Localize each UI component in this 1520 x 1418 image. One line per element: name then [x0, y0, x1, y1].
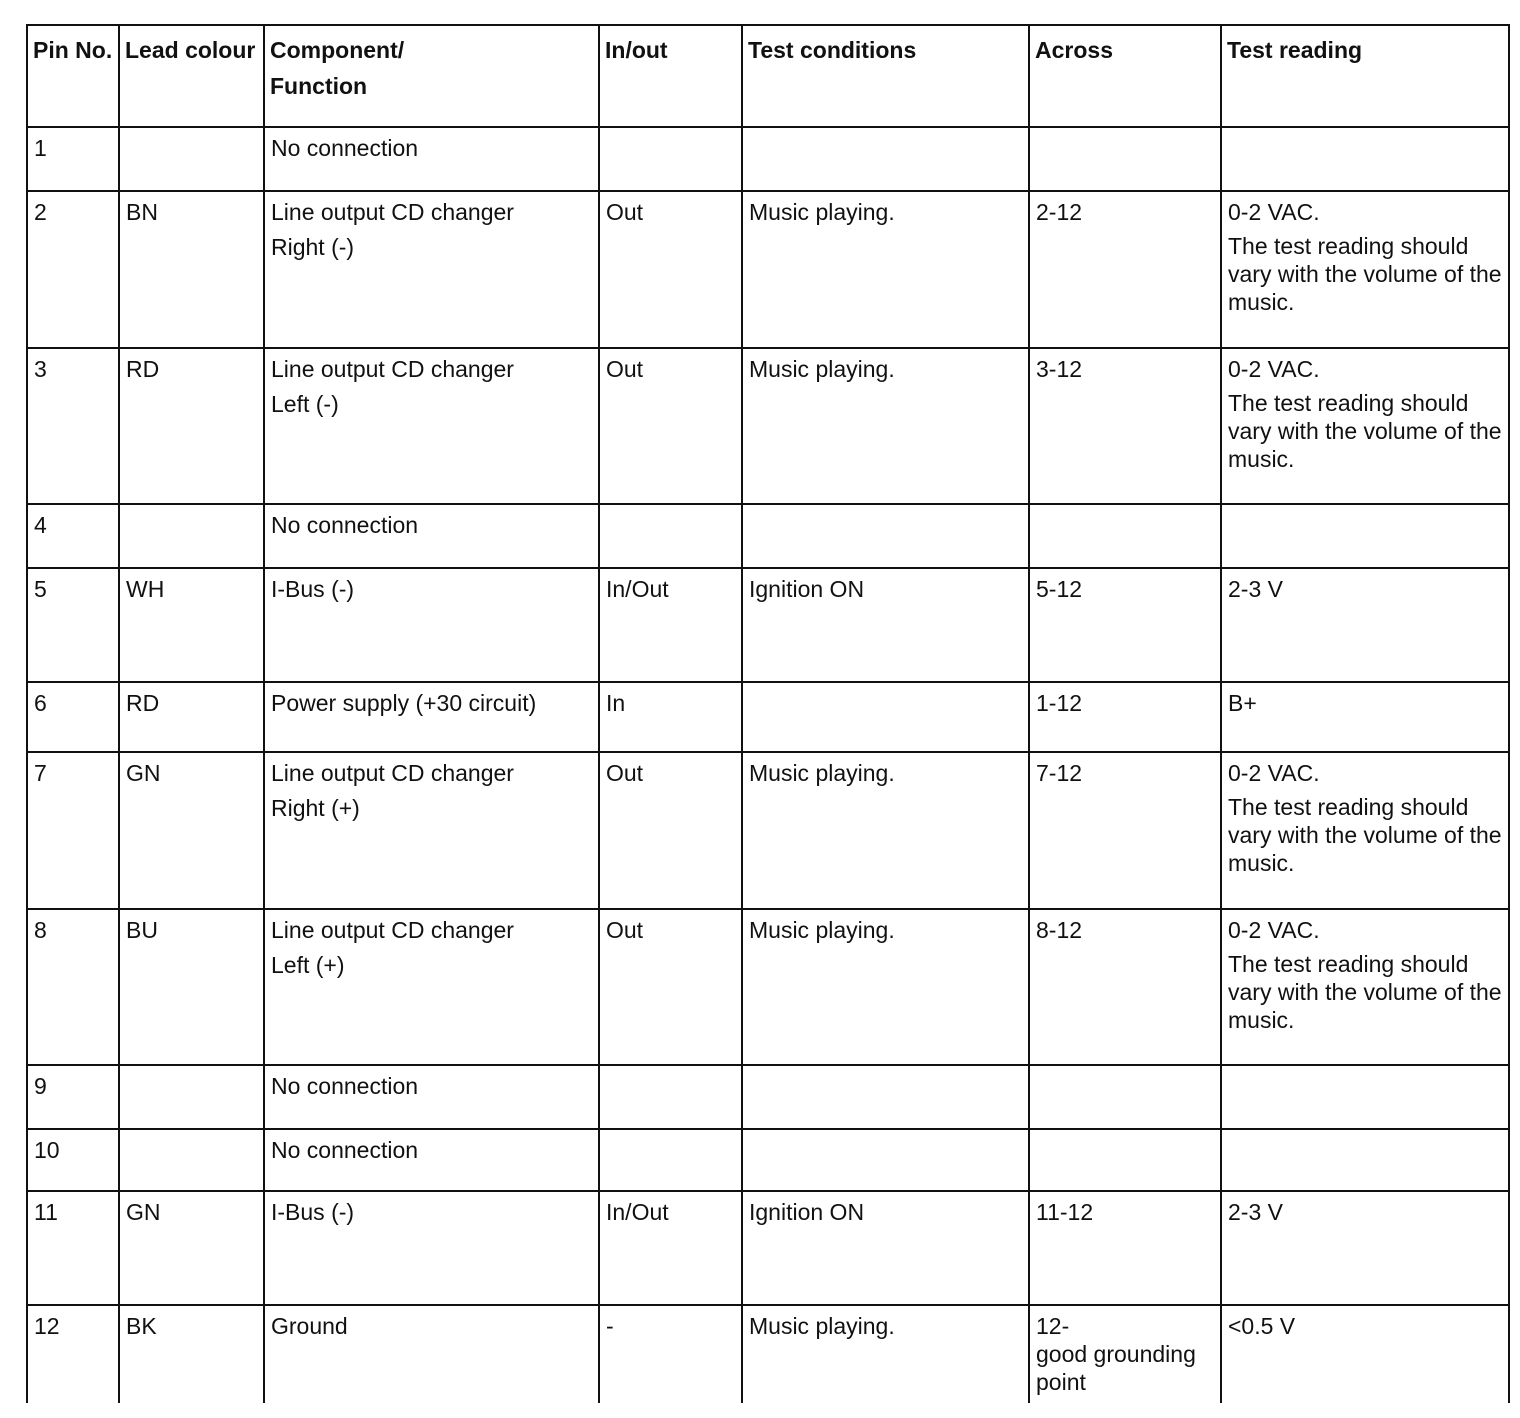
table-row [27, 191, 1509, 348]
component-function-cell [264, 191, 599, 348]
across-value: good grounding point [1036, 1341, 1196, 1395]
test-reading-cell [1221, 191, 1509, 348]
lead-colour-cell [119, 1129, 264, 1191]
pin-number-cell [27, 1191, 119, 1305]
test-reading-cell [1221, 752, 1509, 909]
across-value: 7-12 [1036, 760, 1083, 786]
lead-colour-cell [119, 127, 264, 191]
table-row [27, 504, 1509, 568]
test-reading-cell [1221, 568, 1509, 682]
across-value: 8-12 [1036, 917, 1083, 943]
across-cell [1029, 1129, 1221, 1191]
pin-number: 8 [34, 917, 47, 943]
pin-number: 2 [34, 199, 47, 225]
across-cell [1029, 191, 1221, 348]
pin-table [26, 24, 1510, 1403]
test-conditions-cell [742, 348, 1029, 504]
test-conditions-value: Music playing. [749, 356, 895, 382]
component-function-line: No connection [271, 1073, 419, 1099]
in-out-cell [599, 1191, 742, 1305]
test-reading-value: 2-3 V [1228, 576, 1283, 602]
pin-number: 1 [34, 135, 47, 161]
table-row [27, 752, 1509, 909]
test-reading-note: The test reading should vary with the volume of the music. [1228, 794, 1502, 876]
test-conditions-cell [742, 1191, 1029, 1305]
in-out-value: Out [606, 760, 644, 786]
in-out-cell [599, 1065, 742, 1129]
component-function-cell [264, 504, 599, 568]
lead-colour-cell [119, 909, 264, 1065]
pin-number: 12 [34, 1313, 60, 1339]
in-out-cell [599, 752, 742, 909]
test-reading-value: 2-3 V [1228, 1199, 1283, 1225]
across-cell [1029, 1065, 1221, 1129]
across-value: 2-12 [1036, 199, 1083, 225]
across-value: 12- [1036, 1313, 1070, 1339]
test-reading-cell [1221, 348, 1509, 504]
test-conditions-cell [742, 1065, 1029, 1129]
test-conditions-cell [742, 568, 1029, 682]
component-function-line: I-Bus (-) [271, 576, 355, 602]
pin-number-cell [27, 504, 119, 568]
pin-number-cell [27, 682, 119, 752]
component-function-line: No connection [271, 512, 419, 538]
in-out-cell [599, 909, 742, 1065]
test-reading-value: <0.5 V [1228, 1313, 1296, 1339]
test-reading-value: 0-2 VAC. [1228, 199, 1320, 225]
across-value: 11-12 [1036, 1199, 1094, 1225]
pin-number-cell [27, 1305, 119, 1403]
lead-colour-cell [119, 682, 264, 752]
pin-number: 4 [34, 512, 47, 538]
pin-number-cell [27, 191, 119, 348]
test-conditions-cell [742, 909, 1029, 1065]
component-function-cell [264, 568, 599, 682]
pin-number: 7 [34, 760, 47, 786]
across-cell [1029, 1305, 1221, 1403]
in-out-value: Out [606, 199, 644, 225]
component-function-cell [264, 127, 599, 191]
test-reading-note: The test reading should vary with the volume of the music. [1228, 390, 1502, 472]
component-function-line: Line output CD changer [271, 356, 514, 382]
test-reading-cell [1221, 1129, 1509, 1191]
in-out-value: In/Out [606, 576, 669, 602]
component-function-cell [264, 682, 599, 752]
test-reading-cell [1221, 1305, 1509, 1403]
pin-number: 3 [34, 356, 47, 382]
pin-number-cell [27, 909, 119, 1065]
component-function-line: Right (-) [271, 234, 355, 260]
component-function-line: Line output CD changer [271, 917, 514, 943]
across-cell [1029, 752, 1221, 909]
across-value: 3-12 [1036, 356, 1083, 382]
pin-number-cell [27, 348, 119, 504]
across-cell [1029, 682, 1221, 752]
header-component-line1: Component/ [270, 37, 405, 63]
component-function-line: Line output CD changer [271, 199, 514, 225]
table-row [27, 1305, 1509, 1403]
test-reading-cell [1221, 504, 1509, 568]
across-cell [1029, 1191, 1221, 1305]
header-test-reading: Test reading [1221, 25, 1509, 127]
test-reading-note: The test reading should vary with the volume of the music. [1228, 951, 1502, 1033]
lead-colour: RD [126, 690, 160, 716]
test-conditions-cell [742, 191, 1029, 348]
table-row [27, 1129, 1509, 1191]
header-row [27, 25, 1509, 127]
in-out-cell [599, 568, 742, 682]
component-function-cell [264, 348, 599, 504]
component-function-line: Power supply (+30 circuit) [271, 690, 537, 716]
test-conditions-value: Music playing. [749, 1313, 895, 1339]
lead-colour-cell [119, 752, 264, 909]
component-function-cell [264, 909, 599, 1065]
lead-colour-cell [119, 1065, 264, 1129]
lead-colour-cell [119, 191, 264, 348]
pin-number-cell [27, 752, 119, 909]
in-out-cell [599, 1305, 742, 1403]
lead-colour: GN [126, 1199, 161, 1225]
test-conditions-cell [742, 1129, 1029, 1191]
across-cell [1029, 127, 1221, 191]
test-reading-cell [1221, 127, 1509, 191]
component-function-line: Left (-) [271, 391, 339, 417]
test-reading-value: 0-2 VAC. [1228, 917, 1320, 943]
test-conditions-value: Ignition ON [749, 1199, 865, 1225]
lead-colour-cell [119, 1305, 264, 1403]
component-function-line: Line output CD changer [271, 760, 514, 786]
lead-colour-cell [119, 568, 264, 682]
lead-colour: BU [126, 917, 158, 943]
in-out-value: - [606, 1313, 614, 1339]
header-in-out: In/out [599, 25, 742, 127]
component-function-cell [264, 752, 599, 909]
header-across: Across [1029, 25, 1221, 127]
pin-number-cell [27, 1065, 119, 1129]
header-lead-colour: Lead colour [119, 25, 264, 127]
test-reading-note: The test reading should vary with the volume of the music. [1228, 233, 1502, 315]
test-reading-cell [1221, 682, 1509, 752]
lead-colour: RD [126, 356, 160, 382]
in-out-value: In [606, 690, 626, 716]
in-out-value: Out [606, 917, 644, 943]
lead-colour: BK [126, 1313, 157, 1339]
in-out-cell [599, 504, 742, 568]
across-value: 1-12 [1036, 690, 1083, 716]
pin-number-cell [27, 1129, 119, 1191]
header-pin-no: Pin No. [27, 25, 119, 127]
test-reading-cell [1221, 909, 1509, 1065]
component-function-cell [264, 1129, 599, 1191]
pin-number: 10 [34, 1137, 60, 1163]
component-function-line: No connection [271, 1137, 419, 1163]
test-conditions-cell [742, 1305, 1029, 1403]
component-function-cell [264, 1191, 599, 1305]
in-out-cell [599, 682, 742, 752]
test-reading-value: B+ [1228, 690, 1257, 716]
table-row [27, 1065, 1509, 1129]
lead-colour-cell [119, 1191, 264, 1305]
in-out-cell [599, 191, 742, 348]
table-row [27, 568, 1509, 682]
test-conditions-cell [742, 504, 1029, 568]
pin-number: 6 [34, 690, 47, 716]
table-row [27, 909, 1509, 1065]
header-component-line2: Function [270, 73, 368, 99]
test-reading-value: 0-2 VAC. [1228, 356, 1320, 382]
test-conditions-value: Music playing. [749, 917, 895, 943]
in-out-cell [599, 127, 742, 191]
table-row [27, 348, 1509, 504]
table-row [27, 1191, 1509, 1305]
pin-number-cell [27, 127, 119, 191]
in-out-value: In/Out [606, 1199, 669, 1225]
test-reading-value: 0-2 VAC. [1228, 760, 1320, 786]
in-out-cell [599, 1129, 742, 1191]
header-component-function [264, 25, 599, 127]
pin-number: 5 [34, 576, 47, 602]
test-conditions-value: Ignition ON [749, 576, 865, 602]
component-function-line: Left (+) [271, 952, 345, 978]
pin-number-cell [27, 568, 119, 682]
test-conditions-value: Music playing. [749, 199, 895, 225]
table-body [27, 127, 1509, 1403]
lead-colour-cell [119, 504, 264, 568]
test-reading-cell [1221, 1191, 1509, 1305]
test-conditions-cell [742, 127, 1029, 191]
across-cell [1029, 348, 1221, 504]
component-function-cell [264, 1305, 599, 1403]
test-reading-cell [1221, 1065, 1509, 1129]
across-value: 5-12 [1036, 576, 1083, 602]
lead-colour-cell [119, 348, 264, 504]
lead-colour: BN [126, 199, 158, 225]
table-row [27, 127, 1509, 191]
across-cell [1029, 504, 1221, 568]
across-cell [1029, 909, 1221, 1065]
table-row [27, 682, 1509, 752]
pin-number: 9 [34, 1073, 47, 1099]
in-out-cell [599, 348, 742, 504]
component-function-line: Right (+) [271, 795, 360, 821]
component-function-line: I-Bus (-) [271, 1199, 355, 1225]
component-function-cell [264, 1065, 599, 1129]
test-conditions-cell [742, 682, 1029, 752]
in-out-value: Out [606, 356, 644, 382]
across-cell [1029, 568, 1221, 682]
component-function-line: No connection [271, 135, 419, 161]
test-conditions-value: Music playing. [749, 760, 895, 786]
component-function-line: Ground [271, 1313, 348, 1339]
test-conditions-cell [742, 752, 1029, 909]
lead-colour: GN [126, 760, 161, 786]
header-test-conditions: Test conditions [742, 25, 1029, 127]
pin-number: 11 [34, 1199, 58, 1225]
lead-colour: WH [126, 576, 165, 602]
